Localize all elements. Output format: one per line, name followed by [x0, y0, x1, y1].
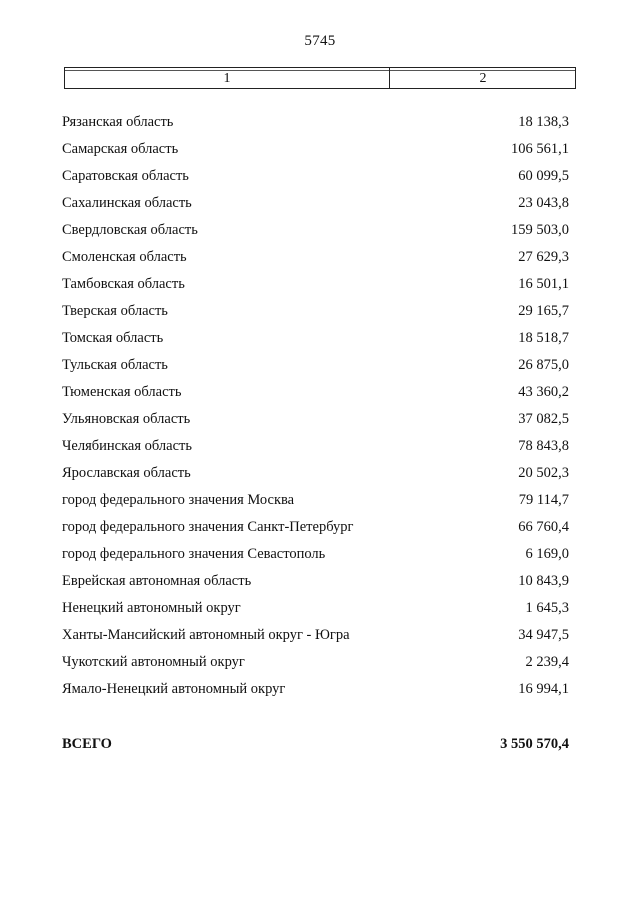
- region-name: Еврейская автономная область: [62, 573, 252, 589]
- region-value: 34 947,5: [518, 627, 569, 643]
- table-row: [0, 569, 640, 596]
- table-row: [0, 542, 640, 569]
- table-row: [0, 245, 640, 272]
- region-value: 18 518,7: [518, 330, 569, 346]
- table-row: [0, 326, 640, 353]
- region-value: 16 994,1: [518, 681, 569, 697]
- region-value: 10 843,9: [518, 573, 569, 589]
- region-value: 27 629,3: [518, 249, 569, 265]
- region-value: 6 169,0: [525, 546, 569, 562]
- table-row: [0, 677, 640, 704]
- region-value: 16 501,1: [518, 276, 569, 292]
- region-value: 60 099,5: [518, 168, 569, 184]
- region-value: 43 360,2: [518, 384, 569, 400]
- table-row: [0, 461, 640, 488]
- region-name: Тамбовская область: [62, 276, 185, 292]
- region-name: Ханты-Мансийский автономный округ - Югра: [62, 627, 350, 643]
- total-row: [0, 734, 640, 758]
- table-row: [0, 110, 640, 137]
- region-name: город федерального значения Севастополь: [62, 546, 326, 562]
- region-value: 159 503,0: [511, 222, 569, 238]
- table-row: [0, 596, 640, 623]
- header-col-1: 1: [223, 71, 231, 86]
- table-row: [0, 650, 640, 677]
- region-name: Саратовская область: [62, 168, 189, 184]
- region-name: Свердловская область: [62, 222, 198, 238]
- region-value: 78 843,8: [518, 438, 569, 454]
- table-row: [0, 380, 640, 407]
- total-value: 3 550 570,4: [500, 736, 569, 752]
- region-value: 106 561,1: [511, 141, 569, 157]
- region-name: Сахалинская область: [62, 195, 192, 211]
- table-row: [0, 515, 640, 542]
- table-row: [0, 407, 640, 434]
- header-col-2: 2: [479, 71, 487, 86]
- region-name: Ульяновская область: [62, 411, 191, 427]
- region-name: город федерального значения Санкт-Петербург: [62, 519, 354, 535]
- table-row: [0, 488, 640, 515]
- total-label: ВСЕГО: [62, 736, 112, 752]
- region-name: Смоленская область: [62, 249, 187, 265]
- region-value: 2 239,4: [525, 654, 569, 670]
- table-header: [64, 67, 576, 89]
- region-value: 23 043,8: [518, 195, 569, 211]
- region-name: Ямало-Ненецкий автономный округ: [62, 681, 286, 697]
- region-value: 1 645,3: [525, 600, 569, 616]
- region-name: Томская область: [62, 330, 164, 346]
- table-row: [0, 137, 640, 164]
- region-name: Ярославская область: [62, 465, 191, 481]
- table-row: [0, 164, 640, 191]
- table-row: [0, 434, 640, 461]
- region-name: Тюменская область: [62, 384, 182, 400]
- region-name: Ненецкий автономный округ: [62, 600, 241, 616]
- page-number: 5745: [304, 33, 336, 49]
- table-row: [0, 299, 640, 326]
- region-value: 66 760,4: [518, 519, 569, 535]
- table-row: [0, 218, 640, 245]
- region-value: 18 138,3: [518, 114, 569, 130]
- table-body: [0, 110, 640, 704]
- region-name: Рязанская область: [62, 114, 174, 130]
- region-name: Тульская область: [62, 357, 168, 373]
- table-row: [0, 353, 640, 380]
- region-name: Чукотский автономный округ: [62, 654, 245, 670]
- table-row: [0, 191, 640, 218]
- region-name: город федерального значения Москва: [62, 492, 295, 508]
- region-value: 37 082,5: [518, 411, 569, 427]
- table-row: [0, 623, 640, 650]
- region-name: Самарская область: [62, 141, 179, 157]
- region-name: Челябинская область: [62, 438, 192, 454]
- table-row: [0, 272, 640, 299]
- region-value: 20 502,3: [518, 465, 569, 481]
- region-value: 29 165,7: [518, 303, 569, 319]
- region-value: 26 875,0: [518, 357, 569, 373]
- region-name: Тверская область: [62, 303, 168, 319]
- region-value: 79 114,7: [518, 492, 569, 508]
